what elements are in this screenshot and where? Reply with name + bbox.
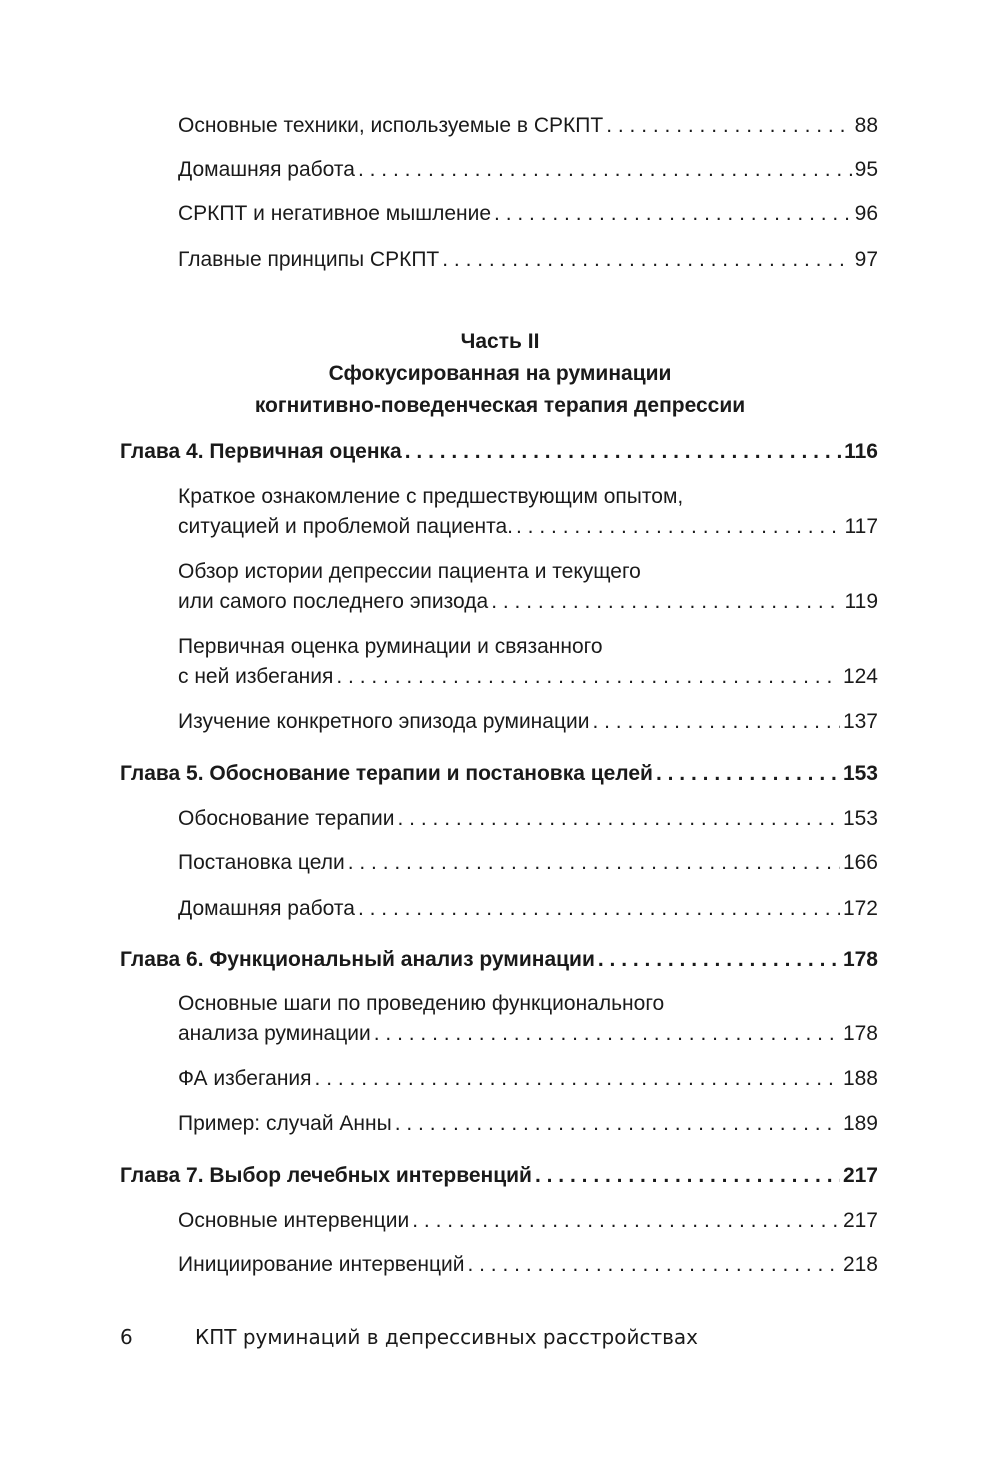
toc-entry-title-line1: Первичная оценка руминации и связанного: [178, 635, 603, 658]
toc-entry: [178, 707, 878, 737]
chapter-heading: [120, 945, 878, 975]
leader-dots: [374, 1019, 840, 1049]
toc-entry: [178, 989, 878, 1049]
toc-entry-title: Домашняя работа: [178, 158, 355, 181]
chapter-page: 153: [842, 762, 878, 785]
toc-entry-title: ситуацией и проблемой пациента.: [178, 515, 514, 538]
toc-entry-title: или самого последнего эпизода: [178, 590, 489, 613]
leader-dots: [315, 1064, 840, 1094]
toc-entry-page: 189: [842, 1112, 878, 1135]
toc-entry-title: анализа руминации: [178, 1022, 371, 1045]
toc-entry: [178, 245, 878, 275]
leader-dots: [535, 1161, 840, 1191]
toc-entry-title-line1: Обзор истории депрессии пациента и текущего: [178, 560, 641, 583]
toc-entry-title: Пример: случай Анны: [178, 1112, 392, 1135]
toc-entry-page: 153: [842, 807, 878, 830]
toc-entry: [178, 1206, 878, 1236]
part-title-line2: когнитивно-поведенческая терапия депрессии: [254, 394, 746, 417]
toc-entry: [178, 1064, 878, 1094]
toc-entry-title: Постановка цели: [178, 851, 345, 874]
toc-entry: [178, 155, 878, 185]
part-label: Часть II: [460, 330, 540, 353]
toc-entry: [178, 199, 878, 229]
toc-entry-title: Инициирование интервенций: [178, 1253, 465, 1276]
toc-entry-title: с ней избегания: [178, 665, 334, 688]
running-title: КПТ руминаций в депрессивных расстройствах: [195, 1325, 698, 1349]
leader-dots: [491, 587, 841, 617]
chapter-title: Глава 7. Выбор лечебных интервенций: [120, 1164, 532, 1187]
leader-dots: [598, 945, 840, 975]
leader-dots: [348, 848, 840, 878]
toc-entry: [178, 557, 878, 617]
toc-entry-title: Обоснование терапии: [178, 807, 395, 830]
leader-dots: [395, 1109, 840, 1139]
toc-entry: [178, 848, 878, 878]
leader-dots: [358, 894, 840, 924]
leader-dots: [592, 707, 840, 737]
chapter-page: 217: [842, 1164, 878, 1187]
toc-entry: [178, 894, 878, 924]
toc-entry-page: 124: [842, 665, 878, 688]
toc-entry-page: 97: [854, 248, 878, 271]
toc-entry-page: 117: [844, 515, 878, 538]
chapter-title: Глава 5. Обоснование терапии и постановка целей: [120, 762, 653, 785]
chapter-page: 116: [844, 440, 878, 463]
toc-entry-page: 172: [842, 897, 878, 920]
toc-entry: [178, 482, 878, 542]
leader-dots: [516, 512, 842, 542]
leader-dots: [656, 759, 840, 789]
chapter-title: Глава 6. Функциональный анализ руминации: [120, 948, 595, 971]
toc-entry-page: 96: [854, 202, 878, 225]
toc-entry-page: 95: [854, 158, 878, 181]
page-footer: [120, 1325, 698, 1349]
chapter-page: 178: [842, 948, 878, 971]
leader-dots: [336, 662, 840, 692]
toc-entry-title-line1: Краткое ознакомление с предшествующим опытом,: [178, 485, 684, 508]
leader-dots: [358, 155, 852, 185]
leader-dots: [405, 437, 841, 467]
toc-entry-title-line1: Основные шаги по проведению функционального: [178, 992, 665, 1015]
toc-entry: [178, 1250, 878, 1280]
leader-dots: [606, 111, 851, 141]
toc-entry: [178, 1109, 878, 1139]
toc-entry-page: 178: [842, 1022, 878, 1045]
toc-entry-page: 188: [842, 1067, 878, 1090]
leader-dots: [494, 199, 852, 229]
toc-entry: [178, 632, 878, 692]
leader-dots: [467, 1250, 839, 1280]
toc-entry-title: ФА избегания: [178, 1067, 312, 1090]
part-heading: [0, 326, 1000, 422]
chapter-title: Глава 4. Первичная оценка: [120, 440, 402, 463]
part-title-line1: Сфокусированная на руминации: [328, 362, 672, 385]
leader-dots: [398, 804, 840, 834]
leader-dots: [412, 1206, 840, 1236]
toc-entry-page: 88: [854, 114, 878, 137]
toc-entry-title: СРКПТ и негативное мышление: [178, 202, 492, 225]
toc-entry-title: Изучение конкретного эпизода руминации: [178, 710, 590, 733]
toc-entry: [178, 804, 878, 834]
chapter-heading: [120, 1161, 878, 1191]
leader-dots: [442, 245, 851, 275]
toc-entry-page: 137: [842, 710, 878, 733]
chapter-heading: [120, 437, 878, 467]
toc-entry: [178, 111, 878, 141]
toc-entry-page: 217: [842, 1209, 878, 1232]
toc-entry-title: Домашняя работа: [178, 897, 355, 920]
toc-entry-title: Главные принципы СРКПТ: [178, 248, 440, 271]
toc-entry-title: Основные техники, используемые в СРКПТ: [178, 114, 604, 137]
toc-entry-page: 166: [842, 851, 878, 874]
page-number: 6: [120, 1325, 133, 1349]
toc-entry-page: 119: [844, 590, 878, 613]
chapter-heading: [120, 759, 878, 789]
toc-entry-title: Основные интервенции: [178, 1209, 410, 1232]
toc-entry-page: 218: [842, 1253, 878, 1276]
